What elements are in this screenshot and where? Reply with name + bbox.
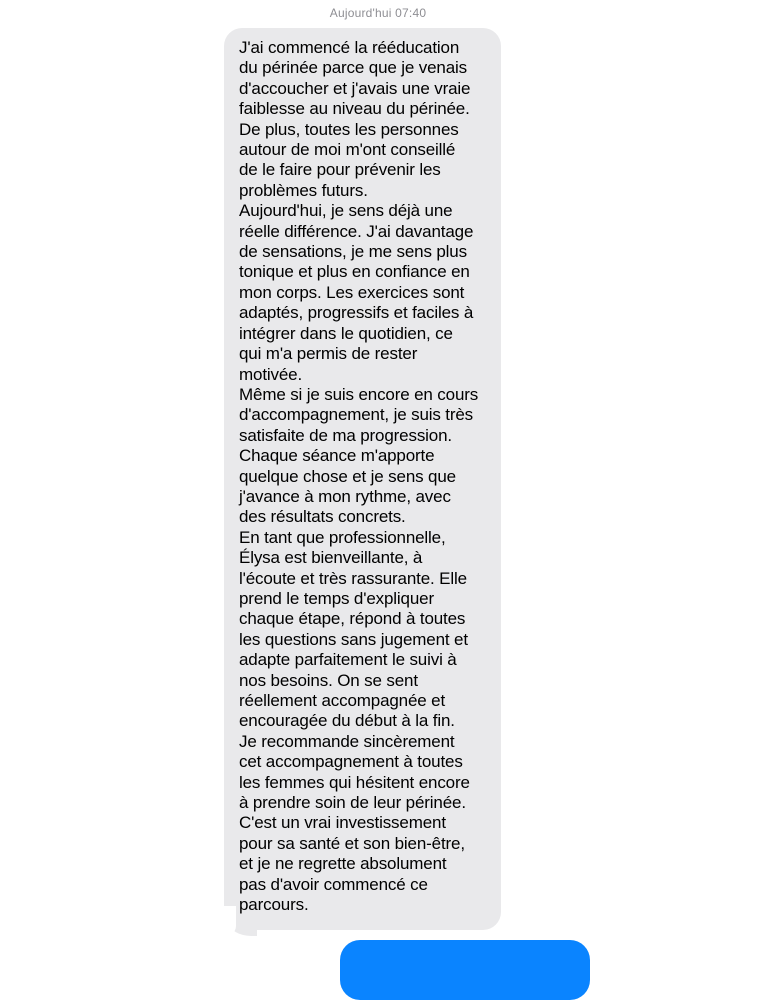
received-message-bubble[interactable] — [224, 28, 501, 930]
message-paragraph: J'ai commencé la rééducation du périnée parce que je venais d'accoucher et j'avais une vraie faiblesse au niveau du périnée. De plus, toutes les personnes autour de moi m'ont conseillé de le faire pour prévenir les problèmes futurs. — [239, 38, 471, 200]
message-paragraph: Même si je suis encore en cours d'accompagnement, je suis très satisfaite de ma progression. Chaque séance m'apporte quelque chose et je sens que j'avance à mon rythme, avec des résultats concrets. — [239, 384, 479, 527]
message-paragraph: Aujourd'hui, je sens déjà une réelle différence. J'ai davantage de sensations, je me sens plus tonique et plus en confiance en mon corps. Les exercices sont adaptés, progressifs et faciles à intégrer dans le quotidien, ce qui m'a permis de rester motivée. — [239, 201, 474, 384]
message-paragraph: Je recommande sincèrement cet accompagnement à toutes les femmes qui hésitent encore à prendre soin de leur périnée. C'est un vrai investissement pour sa santé et son bien-être, et je ne regrette absolument pas d'avoir commencé ce parcours. — [239, 731, 470, 915]
bubble-tail-mask — [214, 906, 236, 938]
sent-message-bubble[interactable] — [340, 940, 590, 1000]
message-timestamp: Aujourd'hui 07:40 — [329, 6, 427, 20]
message-paragraph: En tant que professionnelle, Élysa est bienveillante, à l'écoute et très rassurante. Elle prend le temps d'expliquer chaque étape, répond à toutes les questions sans jugement et adapte parfaitement le suivi à nos besoins. On se sent réellement accompagnée et encouragée du début à la fin. — [239, 527, 468, 731]
